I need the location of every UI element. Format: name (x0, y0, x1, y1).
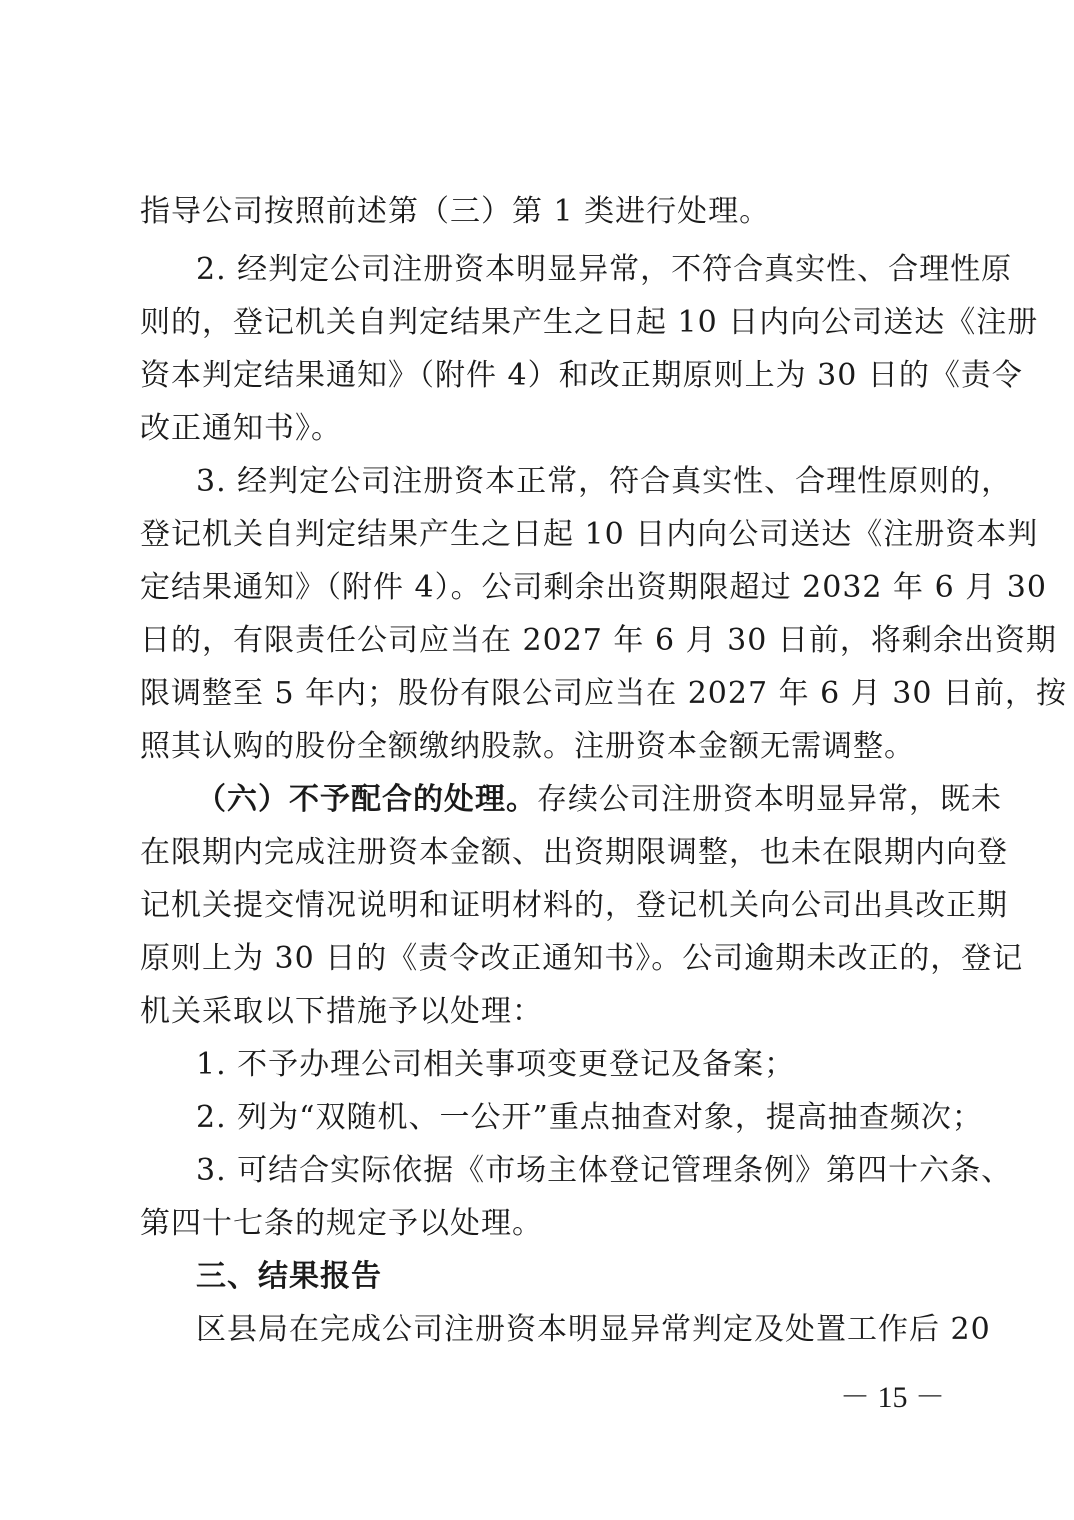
list-item: 2. 列为“双随机、一公开”重点抽查对象，提高抽查频次； (196, 1100, 983, 1135)
paragraph-line: 登记机关自判定结果产生之日起 10 日内向公司送达《注册资本判 (140, 517, 1039, 552)
paragraph-line: 第四十七条的规定予以处理。 (140, 1206, 543, 1241)
paragraph-line: 3. 经判定公司注册资本正常，符合真实性、合理性原则的， (196, 464, 1013, 499)
paragraph-line: 则的，登记机关自判定结果产生之日起 10 日内向公司送达《注册 (140, 305, 1039, 340)
paragraph-line: 2. 经判定公司注册资本明显异常，不符合真实性、合理性原 (196, 252, 1013, 287)
paragraph-line: 定结果通知》（附件 4）。公司剩余出资期限超过 2032 年 6 月 30 (140, 570, 1047, 605)
paragraph-line: 限调整至 5 年内；股份有限公司应当在 2027 年 6 月 30 日前，按 (140, 676, 1067, 711)
paragraph-line: 记机关提交情况说明和证明材料的，登记机关向公司出具改正期 (140, 888, 1008, 923)
paragraph-line: 在限期内完成注册资本金额、出资期限调整，也未在限期内向登 (140, 835, 1008, 870)
list-item: 1. 不予办理公司相关事项变更登记及备案； (196, 1047, 796, 1082)
section-six-line (196, 780, 1002, 820)
list-item: 3. 可结合实际依据《市场主体登记管理条例》第四十六条、 (196, 1153, 1013, 1188)
paragraph-line: 照其认购的股份全额缴纳股款。注册资本金额无需调整。 (140, 729, 915, 764)
page-number: － 15 － (840, 1381, 945, 1414)
paragraph-text: 存续公司注册资本明显异常，既未 (537, 782, 1002, 817)
section-heading: 三、结果报告 (196, 1259, 382, 1294)
paragraph-line: 改正通知书》。 (140, 411, 342, 446)
paragraph-line: 原则上为 30 日的《责令改正通知书》。公司逾期未改正的，登记 (140, 941, 1024, 976)
paragraph-line: 区县局在完成公司注册资本明显异常判定及处置工作后 20 (196, 1312, 991, 1347)
paragraph-line: 指导公司按照前述第（三）第 1 类进行处理。 (140, 194, 771, 229)
paragraph-line: 机关采取以下措施予以处理： (140, 994, 543, 1029)
paragraph-line: 日的，有限责任公司应当在 2027 年 6 月 30 日前，将剩余出资期 (140, 623, 1057, 658)
paragraph-line: 资本判定结果通知》（附件 4）和改正期原则上为 30 日的《责令 (140, 358, 1023, 393)
section-six-heading: （六）不予配合的处理。 (196, 782, 537, 817)
